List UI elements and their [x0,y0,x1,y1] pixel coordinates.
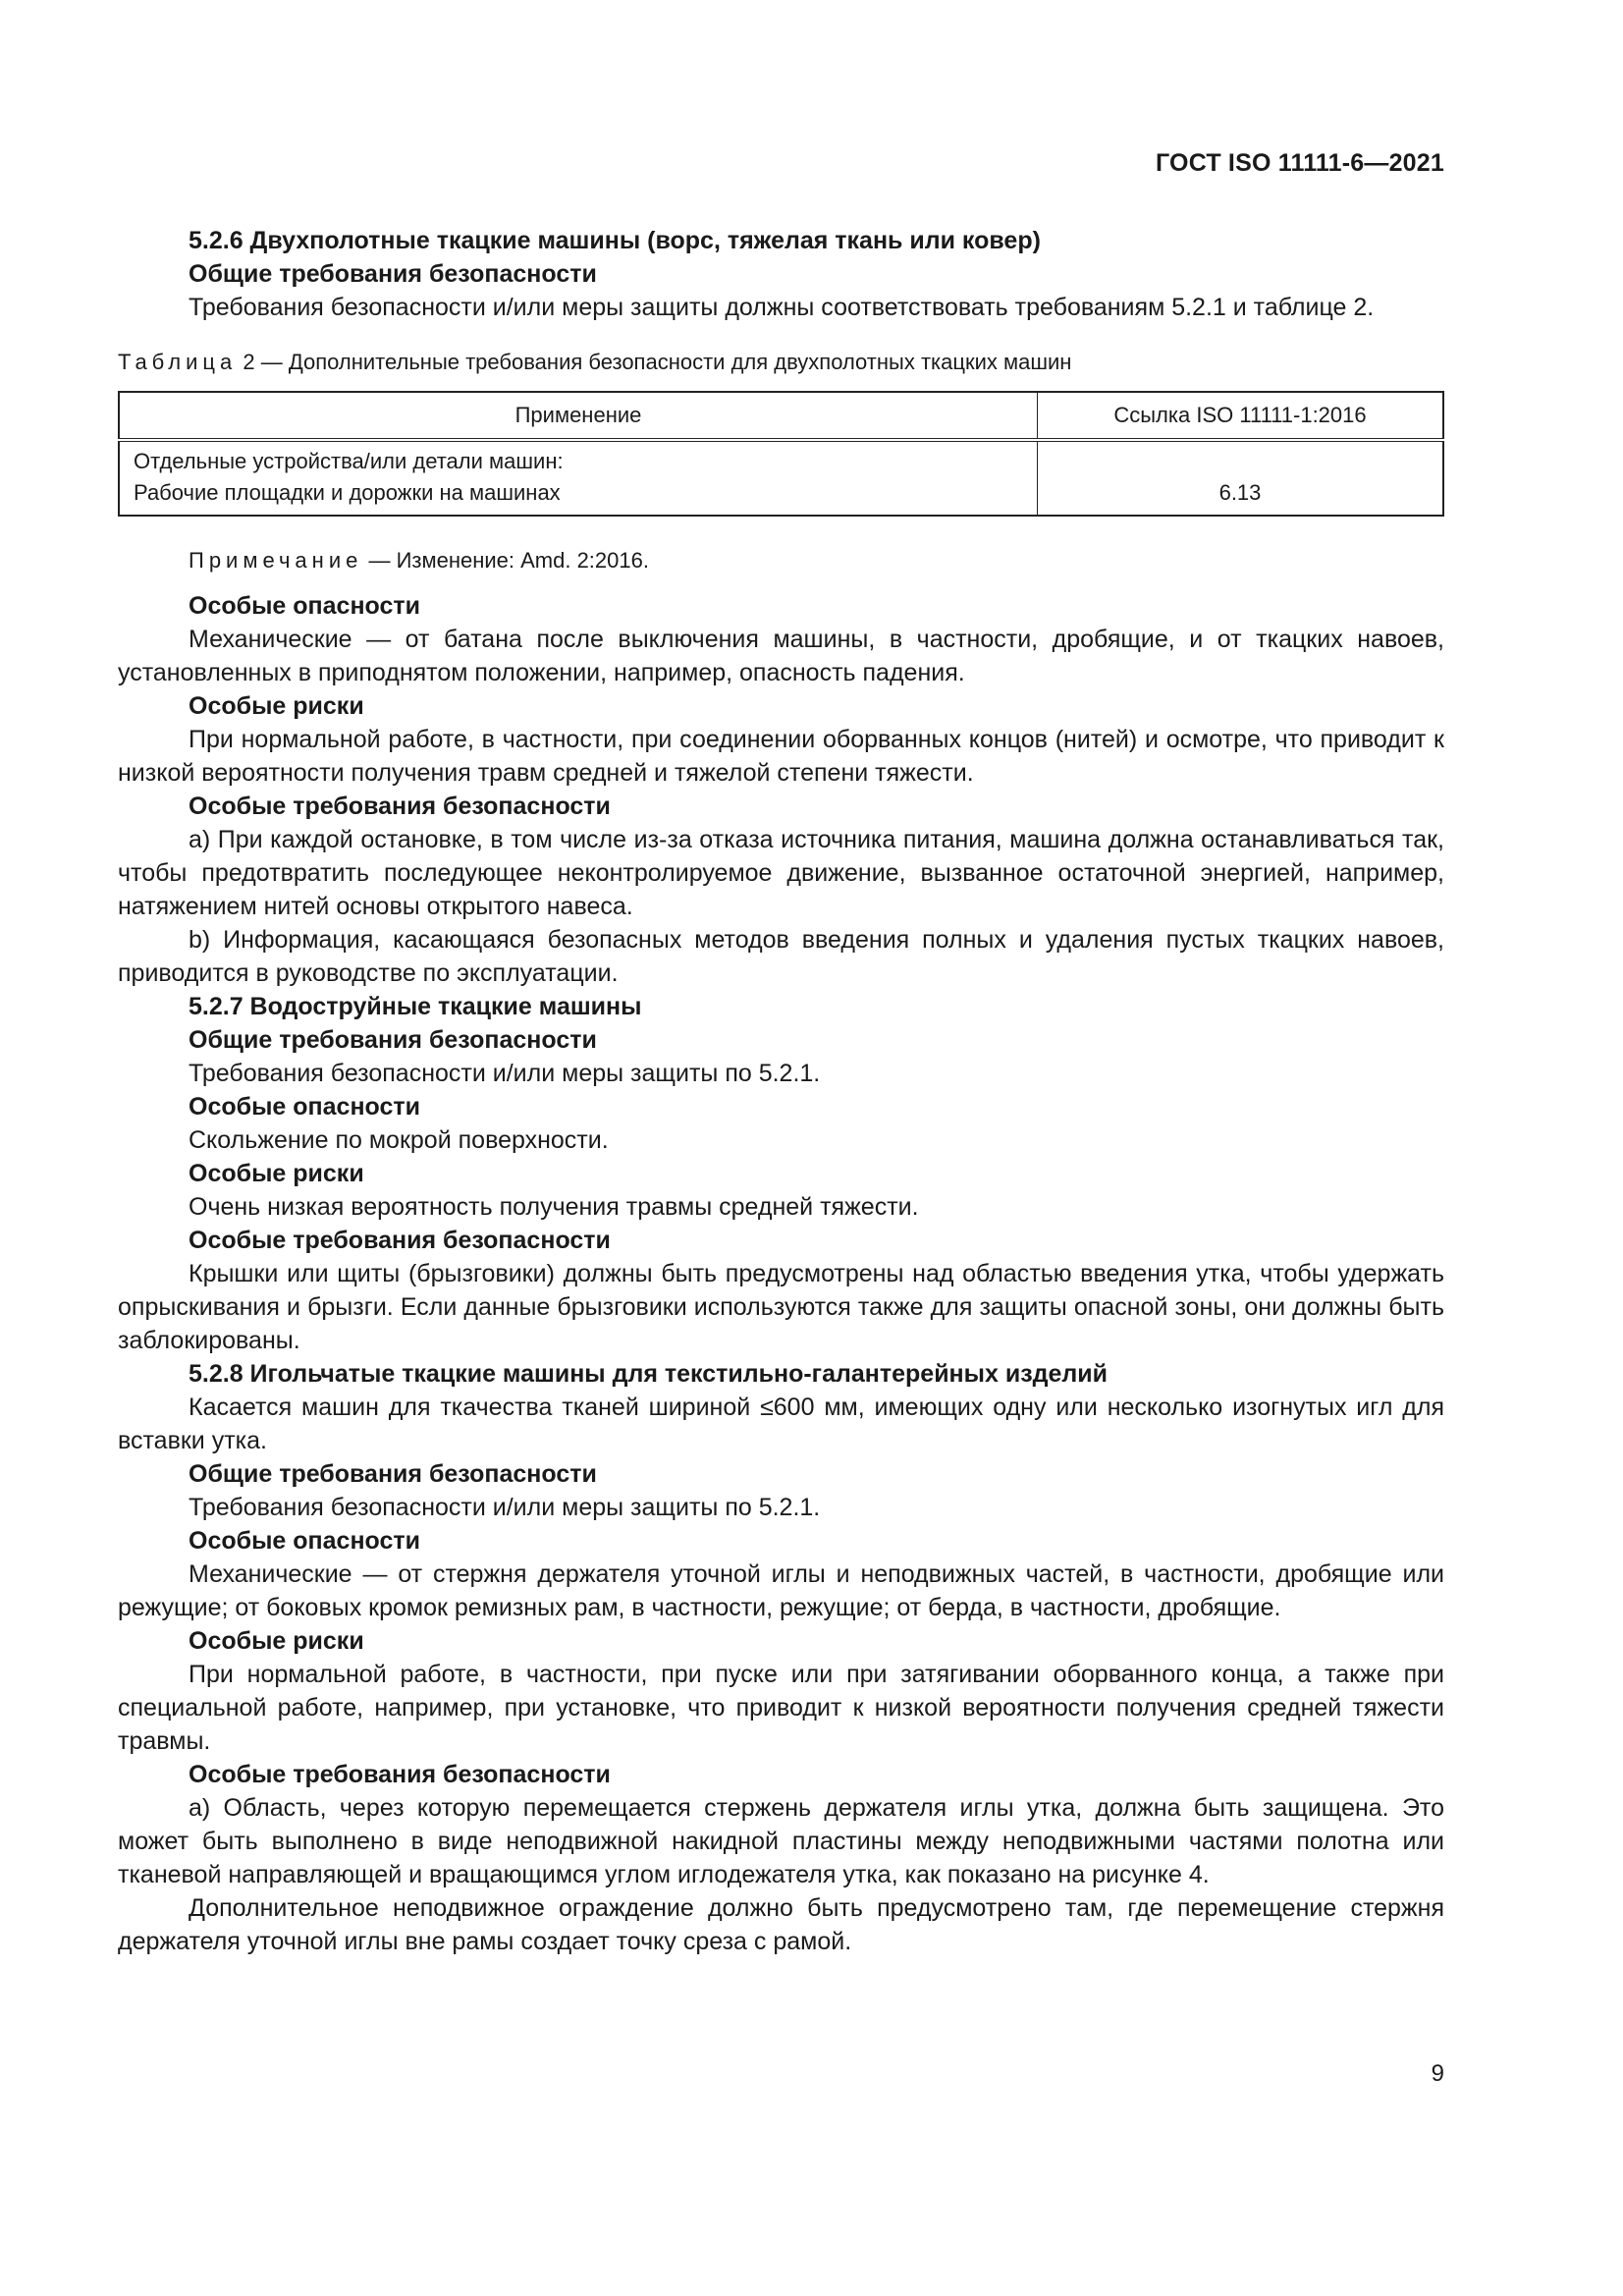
requirements-table [118,391,1444,517]
heading-special-requirements: Особые требования безопасности [189,1227,611,1254]
paragraph-special-hazards: Механические — от батана после выключения машины, в частности, дробящие, и от ткацких навоев, установленных в приподнятом положении, например, опасность падения. [118,626,1444,686]
paragraph-requirement-a: a) Область, через которую перемещается стержень держателя иглы утка, должна быть защищена. Это может быть выполнено в виде неподвижной накидной пластины между неподвижными частями полотна или тканевой направляющей и вращающимся углом иглодежателя утка, как показано на рисунке 4. [118,1794,1444,1888]
note-text: — Изменение: Amd. 2:2016. [362,548,649,573]
table-note [189,544,1444,577]
heading-special-requirements: Особые требования безопасности [189,793,611,820]
table-caption-text: 2 — Дополнительные требования безопасности для двухполотных ткацких машин [237,350,1072,374]
cell-application-line-2: Рабочие площадки и дорожки на машинах [134,480,561,505]
document-code: ГОСТ ISO 11111-6—2021 [1156,149,1444,177]
table-caption-label: Таблица [118,350,238,374]
heading-general-requirements: Общие требования безопасности [189,1026,597,1054]
cell-reference: 6.13 [1038,440,1444,516]
paragraph-requirement-b: b) Информация, касающаяся безопасных методов введения полных и удаления пустых ткацких навоев, приводится в руководстве по эксплуатации. [118,926,1444,987]
paragraph-scope: Касается машин для ткачества тканей шириной ≤600 мм, имеющих одну или несколько изогнутых игл для вставки утка. [118,1394,1444,1454]
cell-application-line-1: Отдельные устройства/или детали машин: [134,449,564,473]
heading-special-risks: Особые риски [189,1627,364,1655]
heading-general-requirements: Общие требования безопасности [189,260,597,288]
paragraph-additional-guard: Дополнительное неподвижное ограждение должно быть предусмотрено там, где перемещение стержня держателя уточной иглы вне рамы создает точку среза с рамой. [118,1894,1444,1955]
paragraph-general-requirements: Требования безопасности и/или меры защиты по 5.2.1. [189,1494,821,1521]
cell-application [119,440,1038,516]
heading-special-hazards: Особые опасности [189,592,420,620]
paragraph-special-hazards: Механические — от стержня держателя уточной иглы и неподвижных частей, в частности, дробящие или режущие; от боковых кромок ремизных рам, в частности, режущие; от берда, в частности, дробящие. [118,1560,1444,1621]
heading-special-risks: Особые риски [189,1160,364,1187]
header-application: Применение [119,392,1038,440]
table-caption [118,346,1444,379]
table-header-row [119,392,1443,440]
header-reference: Ссылка ISO 11111-1:2016 [1038,392,1444,440]
paragraph-special-risks: При нормальной работе, в частности, при пуске или при затягивании оборванного конца, а также при специальной работе, например, при установке, что приводит к низкой вероятности получения средней тяжести травмы. [118,1661,1444,1755]
document-body [118,224,1444,1958]
paragraph-special-risks: При нормальной работе, в частности, при соединении оборванных концов (нитей) и осмотре, что приводит к низкой вероятности получения травм средней и тяжелой степени тяжести. [118,726,1444,787]
paragraph-requirement-a: a) При каждой остановке, в том числе из-за отказа источника питания, машина должна останавливаться так, чтобы предотвратить последующее неконтролируемое движение, вызванное остаточной энергией, например, натяжением нитей основы открытого навеса. [118,826,1444,920]
section-5-2-8-title: 5.2.8 Игольчатые ткацкие машины для текстильно-галантерейных изделий [189,1360,1109,1388]
page-number: 9 [1431,2060,1444,2087]
paragraph-general-requirements: Требования безопасности и/или меры защиты должны соответствовать требованиям 5.2.1 и таблице 2. [189,294,1375,321]
paragraph-general-requirements: Требования безопасности и/или меры защиты по 5.2.1. [189,1060,821,1087]
paragraph-special-hazards: Скольжение по мокрой поверхности. [189,1126,609,1154]
heading-general-requirements: Общие требования безопасности [189,1460,597,1488]
note-label: Примечание [189,548,363,573]
heading-special-hazards: Особые опасности [189,1093,420,1121]
paragraph-special-requirements: Крышки или щиты (брызговики) должны быть предусмотрены над областью введения утка, чтобы удержать опрыскивания и брызги. Если данные брызговики используются также для защиты опасной зоны, они должны быть заблокированы. [118,1260,1444,1354]
section-5-2-6-title: 5.2.6 Двухполотные ткацкие машины (ворс, тяжелая ткань или ковер) [189,227,1041,254]
section-5-2-7-title: 5.2.7 Водоструйные ткацкие машины [189,993,642,1020]
heading-special-hazards: Особые опасности [189,1527,420,1555]
paragraph-special-risks: Очень низкая вероятность получения травмы средней тяжести. [189,1193,919,1221]
heading-special-requirements: Особые требования безопасности [189,1761,611,1788]
heading-special-risks: Особые риски [189,692,364,720]
table-row [119,440,1443,516]
